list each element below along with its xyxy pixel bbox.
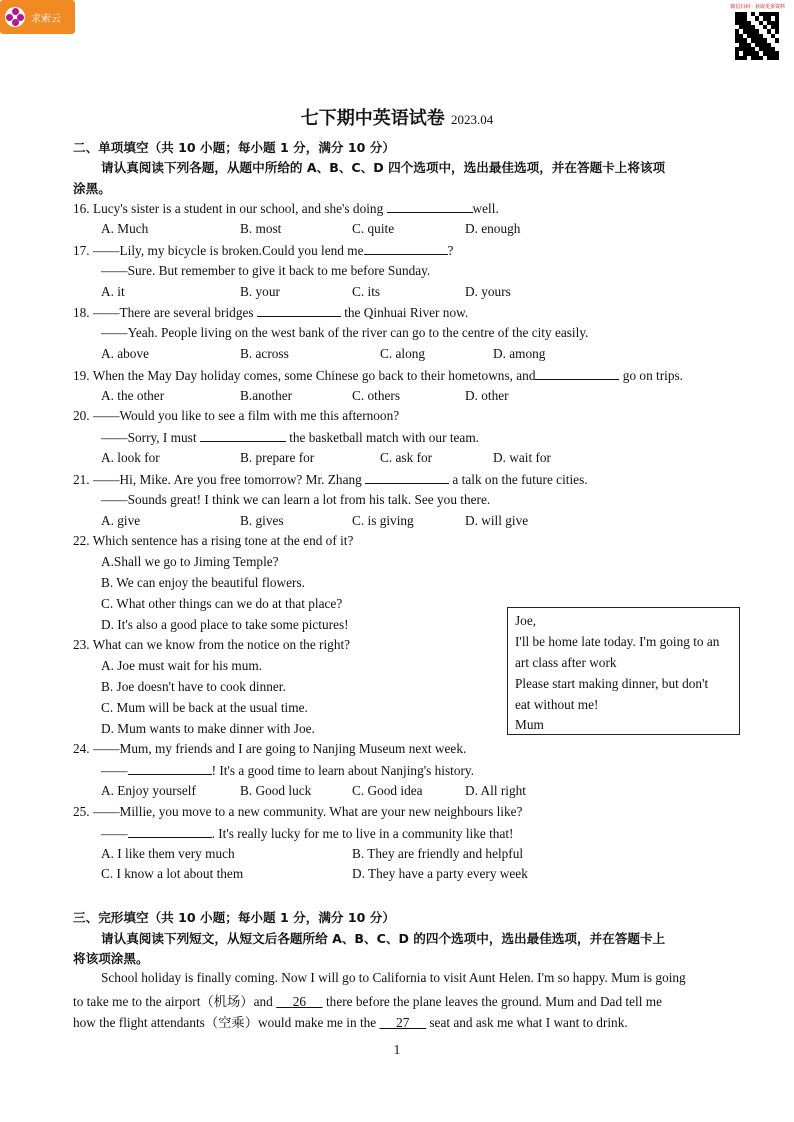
q17-option-b: B. your [240,284,280,299]
qr-caption: 微信扫码 · 获取更多资料 [730,4,785,10]
q22-option-c: C. What other things can we do at that place? [101,596,343,611]
q20-option-b: B. prepare for [240,450,315,465]
q19-option-a: A. the other [101,388,165,403]
notice-line-6: Mum [515,717,544,732]
q21-option-d: D. will give [465,513,529,528]
cloze-blank-26: 26 [292,994,307,1009]
q25-line-1: 25. ——Millie, you move to a new community. What are your new neighbours like? [73,804,523,819]
q25-option-d: D. They have a party every week [352,866,528,881]
q17-line-2: ——Sure. But remember to give it back to me before Sunday. [101,263,431,278]
brand-logo [0,0,75,34]
notice-box [507,607,740,735]
section2-heading: 二、单项填空（共 10 小题；每小题 1 分，满分 10 分） [73,140,395,155]
notice-line-3: art class after work [515,655,617,670]
q23-line-1: 23. What can we know from the notice on the right? [73,637,351,652]
q21-option-a: A. give [101,513,141,528]
passage-line-3: how the flight attendants（空乘）would make me in the 27 seat and ask me what I want to drink. [73,1015,628,1030]
q25-option-b: B. They are friendly and helpful [352,846,524,861]
q20-option-a: A. look for [101,450,160,465]
answer-blank [364,242,448,255]
q24-line-2: —— ! It's a good time to learn about Nanjing's history. [101,763,475,778]
q24-line-1: 24. ——Mum, my friends and I are going to Nanjing Museum next week. [73,741,467,756]
section3-heading: 三、完形填空（共 10 小题；每小题 1 分，满分 10 分） [73,910,395,925]
section3-instruction-2: 将该项涂黑。 [73,951,149,966]
q16-option-c: C. quite [352,221,395,236]
q22-option-d: D. It's also a good place to take some pictures! [101,617,349,632]
q20-line-1: 20. ——Would you like to see a film with me this afternoon? [73,408,400,423]
q21-line-2: ——Sounds great! I think we can learn a lot from his talk. See you there. [101,492,491,507]
q24-option-b: B. Good luck [240,783,312,798]
answer-blank [257,304,341,317]
logo-text: 求索云 [31,13,61,25]
q20-option-d: D. wait for [493,450,551,465]
q19-option-d: D. other [465,388,509,403]
q24-option-d: D. All right [465,783,526,798]
q19-option-c: C. others [352,388,401,403]
answer-blank [128,825,212,838]
q22-line-1: 22. Which sentence has a rising tone at the end of it? [73,533,354,548]
page-number: 1 [393,1042,401,1057]
q16-stem: 16. Lucy's sister is a student in our school, and she's doing well. [73,201,499,216]
q23-option-d: D. Mum wants to make dinner with Joe. [101,721,315,736]
q23-option-b: B. Joe doesn't have to cook dinner. [101,679,286,694]
q25-option-c: C. I know a lot about them [101,866,244,881]
cloze-blank-27: 27 [396,1015,410,1030]
q20-line-2: ——Sorry, I must the basketball match with our team. [101,430,479,445]
notice-line-1: Joe, [515,613,537,628]
q18-line-1: 18. ——There are several bridges the Qinhuai River now. [73,305,469,320]
q23-option-a: A. Joe must wait for his mum. [101,658,263,673]
q25-option-a: A. I like them very much [101,846,235,861]
q25-line-2: —— . It's really lucky for me to live in a community like that! [101,826,514,841]
section3-instruction-1: 请认真阅读下列短文，从短文后各题所给 A、B、C、D 的四个选项中，选出最佳选项，并在答题卡上 [101,931,666,946]
q18-option-c: C. along [380,346,426,361]
q22-option-a: A.Shall we go to Jiming Temple? [101,554,279,569]
passage-line-2: to take me to the airport（机场）and 26 there before the plane leaves the ground. Mum and Dad tell me [73,994,662,1009]
q21-option-b: B. gives [240,513,284,528]
q17-option-c: C. its [352,284,381,299]
notice-line-4: Please start making dinner, but don't [515,676,709,691]
title-main: 七下期中英语试卷 [300,108,445,129]
q18-option-b: B. across [240,346,289,361]
flower-logo-icon [5,7,25,27]
q24-option-a: A. Enjoy yourself [101,783,196,798]
q18-line-2: ——Yeah. People living on the west bank of the river can go to the centre of the city easily. [101,325,589,340]
notice-line-2: I'll be home late today. I'm going to an [515,634,720,649]
qr-block [723,3,785,60]
page-title [0,104,794,130]
passage-line-1: School holiday is finally coming. Now I will go to California to visit Aunt Helen. I'm so happy. Mum is going [101,970,686,985]
title-date: 2023.04 [451,112,494,127]
section2-instruction-2: 涂黑。 [73,181,111,196]
answer-blank [200,429,286,442]
q21-option-c: C. is giving [352,513,414,528]
q16-option-a: A. Much [101,221,149,236]
qr-code-icon [735,12,779,60]
q16-option-b: B. most [240,221,282,236]
q20-option-c: C. ask for [380,450,433,465]
q21-line-1: 21. ——Hi, Mike. Are you free tomorrow? Mr. Zhang a talk on the future cities. [73,472,588,487]
answer-blank [365,471,449,484]
answer-blank [387,200,473,213]
section2-instruction-1: 请认真阅读下列各题，从题中所给的 A、B、C、D 四个选项中，选出最佳选项，并在答题卡上将该项 [101,160,666,175]
q18-option-a: A. above [101,346,149,361]
q16-option-d: D. enough [465,221,521,236]
q23-option-c: C. Mum will be back at the usual time. [101,700,308,715]
notice-line-5: eat without me! [515,697,599,712]
q19-option-b: B.another [240,388,293,403]
q17-option-d: D. yours [465,284,511,299]
answer-blank [535,367,619,380]
q17-option-a: A. it [101,284,125,299]
q19-line-1: 19. When the May Day holiday comes, some Chinese go back to their hometowns, and go on trips. [73,368,683,383]
q17-line-1: 17. ——Lily, my bicycle is broken.Could you lend me ? [73,243,454,258]
q24-option-c: C. Good idea [352,783,423,798]
answer-blank [128,762,212,775]
q22-option-b: B. We can enjoy the beautiful flowers. [101,575,305,590]
q18-option-d: D. among [493,346,546,361]
